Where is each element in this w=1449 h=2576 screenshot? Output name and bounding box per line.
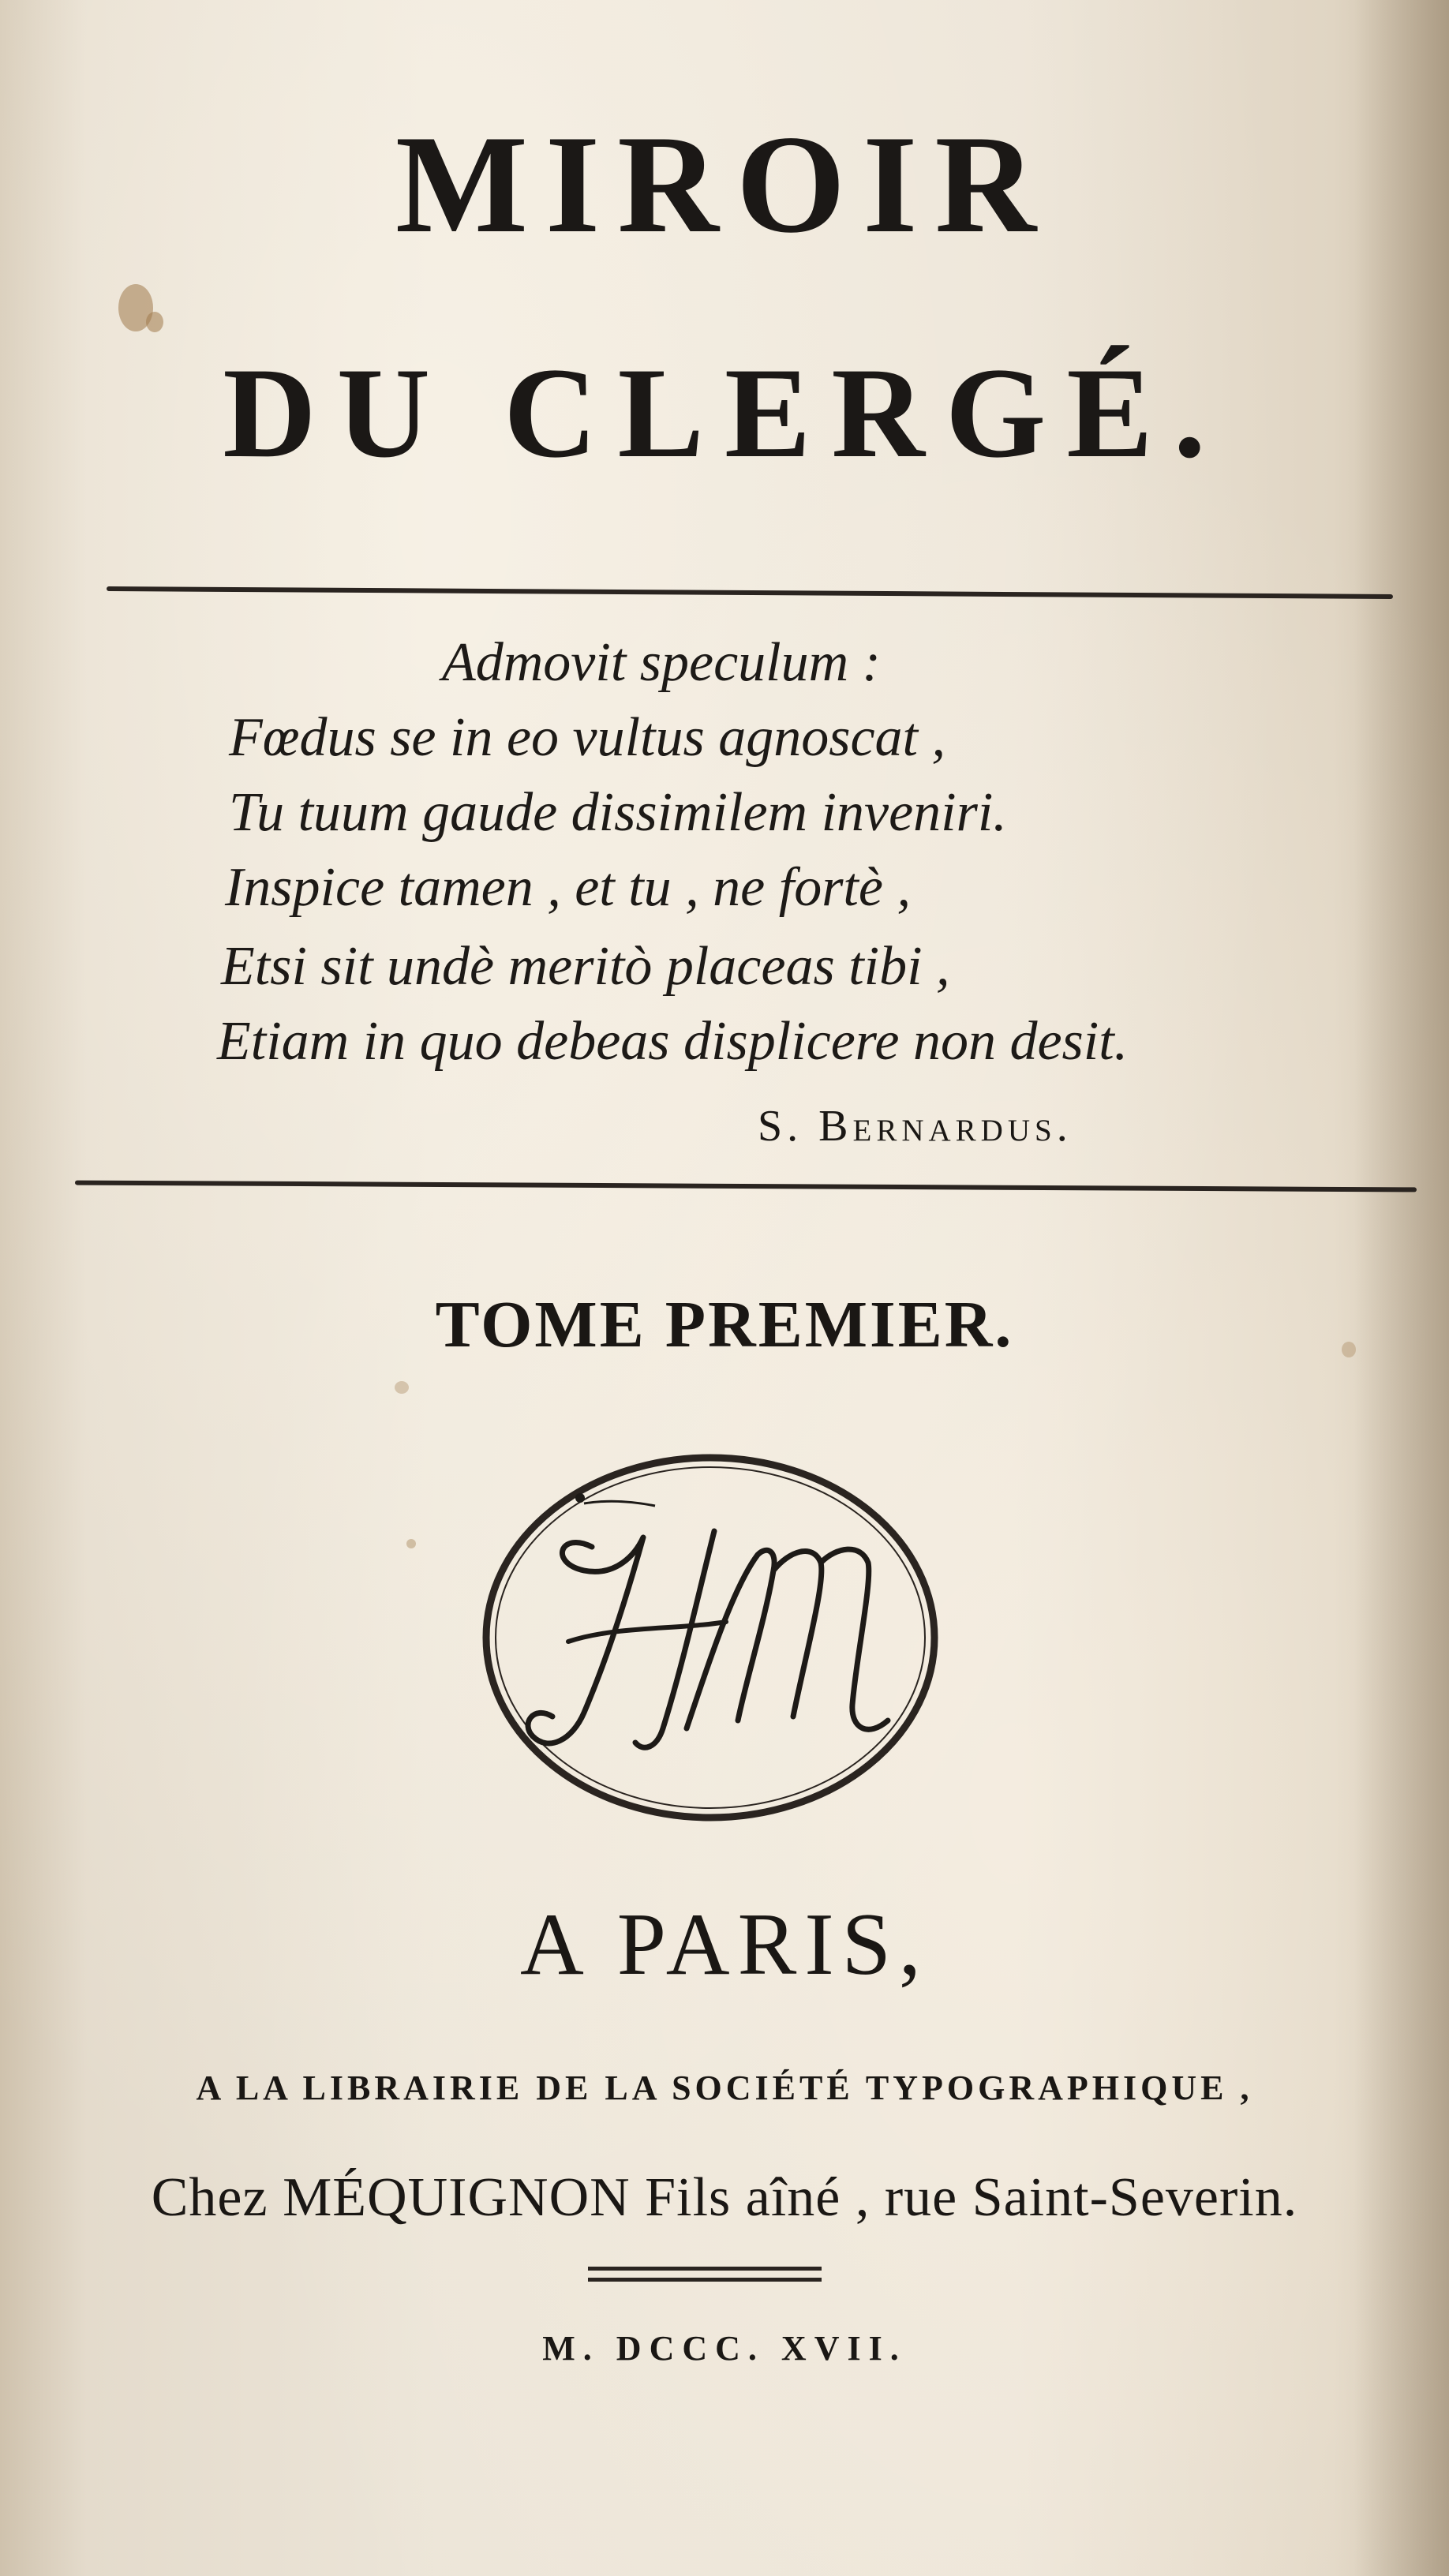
- foxing-stain: [146, 312, 163, 332]
- monogram-text: HM: [710, 1823, 712, 1824]
- foxing-stain: [406, 1539, 416, 1548]
- author-name: S. Bernardus.: [758, 1102, 1073, 1151]
- epigraph-line: Etiam in quo debeas displicere non desit.: [217, 1011, 1129, 1072]
- imprint-date: M. DCCC. XVII.: [542, 2329, 907, 2368]
- monogram-seal: [474, 1444, 947, 1831]
- title-line-1: MIROIR: [395, 106, 1054, 262]
- epigraph-line: Etsi sit undè meritò placeas tibi ,: [221, 936, 950, 997]
- imprint-bookseller: Chez MÉQUIGNON Fils aîné , rue Saint-Severin.: [151, 2167, 1298, 2228]
- epigraph-line: Inspice tamen , et tu , ne fortè ,: [225, 857, 911, 918]
- monogram-hm-icon: [474, 1444, 947, 1831]
- epigraph-line: Admovit speculum :: [442, 632, 881, 693]
- top-rule: [107, 586, 1393, 599]
- volume-label: TOME PREMIER.: [435, 1288, 1014, 1361]
- imprint-city: A PARIS,: [520, 1896, 929, 1994]
- double-rule: [588, 2267, 822, 2284]
- middle-rule: [75, 1181, 1417, 1193]
- epigraph-line: Tu tuum gaude dissimilem inveniri.: [229, 782, 1007, 843]
- foxing-stain: [395, 1381, 409, 1394]
- imprint-publisher: A LA LIBRAIRIE DE LA SOCIÉTÉ TYPOGRAPHIQUE ,: [196, 2069, 1253, 2107]
- epigraph-line: Fœdus se in eo vultus agnoscat ,: [229, 707, 945, 768]
- epigraph-author: [758, 1101, 1073, 1151]
- title-line-2: DU CLERGÉ.: [223, 342, 1226, 485]
